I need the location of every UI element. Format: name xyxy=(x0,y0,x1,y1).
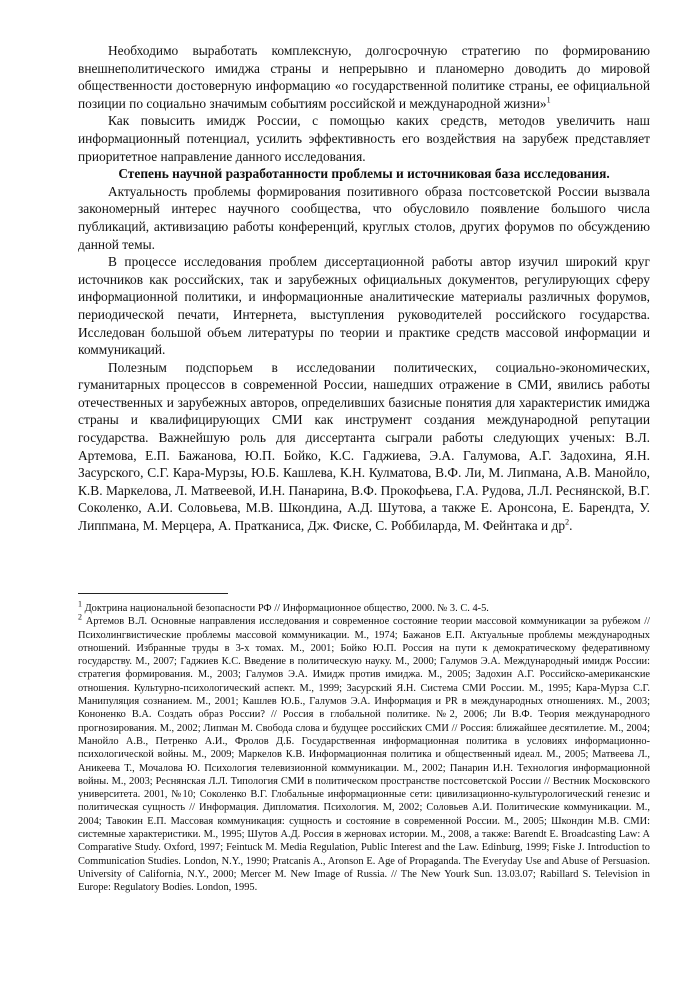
footnote-2-mark: 2 xyxy=(78,612,82,622)
paragraph-strategy-text: Необходимо выработать комплексную, долгосрочную стратегию по формированию внешнеполитического имиджа страны и непрерывно и планомерно доводить до мировой общественности достоверную информацию «о государственной политике страны, ее официальной позиции по социально значимым событиям российской и международной жизни» xyxy=(78,43,650,111)
paragraph-research-aim: Как повысить имидж России, с помощью каких средств, методов увеличить наш информационный потенциал, усилить эффективность его воздействия на зарубеж представляет приоритетное направление данного исследования. xyxy=(78,113,650,164)
footnote-divider xyxy=(78,593,228,594)
footnote-1 xyxy=(78,599,650,615)
paragraph-strategy xyxy=(78,42,650,112)
paragraph-authors-text: Полезным подспорьем в исследовании политических, социально-экономических, гуманитарных процессов в современной России, нашедших отражение в СМИ, явились работы отечественных и зарубежных авторов, определивших базисные понятия для характеристик имиджа страны и квалифицирующих СМИ как инструмент создания международной репутации государства. Важнейшую роль для диссертанта сыграли работы следующих ученых: В.Л. Артемова, Е.П. Бажанова, Ю.П. Бойко, К.С. Гаджиева, Э.А. Галумова, А.Г. Задохина, Я.Н. Засурского, С.Г. Кара-Мурзы, Ю.Б. Кашлева, К.Н. Кулматова, В.Ф. Ли, М. Липмана, А.В. Манойло, К.В. Маркелова, Л. Матвеевой, И.Н. Панарина, В.Ф. Прокофьева, Г.А. Рудова, Л.Л. Реснянской, В.Г. Соколенко, А.И. Соловьева, М.В. Шкондина, А.Д. Шутова, а также Е. Аронсона, Е. Барендта, У. Липпмана, М. Мерцера, А. Пратканиса, Дж. Фиске, С. Роббиларда, М. Фейнтака и др xyxy=(78,359,650,534)
paragraph-relevance: Актуальность проблемы формирования позитивного образа постсоветской России вызвала закономерный интерес научного сообщества, что обусловило появление большого числа публикаций, активизацию работы конференций, круглых столов, других форумов по обсуждению данной темы. xyxy=(78,183,650,252)
section-heading: Степень научной разработанности проблемы и источниковая база исследования. xyxy=(118,166,610,182)
footnote-1-mark: 1 xyxy=(78,599,82,609)
paragraph-authors-end: . xyxy=(569,518,573,534)
footnote-2-text: Артемов В.Л. Основные направления исследования и современное состояние теории массовой коммуникации за рубежом // Психолингвистические проблемы массовой коммуникации. М., 1974; Бажанов Е.П. Актуальные проблемы международных отношений. Избранные труды в 3-х томах. М., 2001; Бойко Ю.П. Россия на пути к демократическому федеративному государству. М., 2007; Гаджиев К.С. Введение в политическую науку. М., 2000; Галумов Э.А. Международный имидж России: стратегия формирования. М., 2003; Галумов Э.А. Имидж против имиджа. М., 2005; Задохин А.Г. Российско-американские отношения. Культурно-психологический аспект. М., 1999; Засурский Я.Н. Система СМИ России. М., 1995; Кара-Мурза С.Г. Манипуляция сознанием. М., 2001; Кашлев Ю.Б., Галумов Э.А. Информация и PR в международных отношениях. М., 2003; Кононенко В.А. Создать образ России? // Россия в глобальной политике. №2, 2006; Ли В.Ф. Теория международного прогнозирования. М., 2002; Липман М. Свобода слова и будущее российских СМИ // Россия: ближайшее десятилетие. М., 2004; Манойло А.В., Петренко А.И., Фролов Д.Б. Государственная информационная политика в условиях информационно-психологической войны. М., 2009; Маркелов К.В. Информационная политика и общественный идеал. М., 2005; Матвеева Л., Аникеева Т., Мочалова Ю. Психология телевизионной коммуникации. М., 2002; Панарин И.Н. Технология информационной войны. М., 2003; Реснянская Л.Л. Типология СМИ в политическом пространстве постсоветской России // Вестник Московского университета. 2001, №10; Соколенко В.Г. Глобальные информационные сети: цивилизационно-культурологический генезис и политическая сущность // Информация. Дипломатия. Психология. М, 2002; Соловьев А.И. Политические коммуникации. М., 2004; Тавокин Е.П. Массовая коммуникация: сущность и состояние в современной России. М., 2005; Шкондин М.В. СМИ: системные характеристики. М., 1995; Шутов А.Д. Россия в жерновах истории. М., 2008, а также: Barendt E. Broadcasting Law: A Comparative Study. Oxford, 1997; Feintuck M. Media Regulation, Public Interest and the Law. Edinburg, 1999; Fiske J. Introduction to Communication Studies. London, N.Y., 1990; Pratcanis A., Aronson E. Age of Propaganda. The Everyday Use and Abuse of Persuasion. University of California, N.Y., 2000; Mercer M. New Image of Russia. // The New Yourk Sun. 13.03.07; Rabillard S. Television in Europe: Regulatory Bodies. London, 1995. xyxy=(78,616,650,894)
footnote-2 xyxy=(78,612,650,894)
paragraph-sources: В процессе исследования проблем диссертационной работы автор изучил широкий круг источников как российских, так и зарубежных официальных документов, регулирующих сферу информационной политики, и информационные аналитические материалы различных форумов, периодической печати, Интернета, выступления руководителей российского государства. Исследован большой объем литературы по теории и практике средств массовой информации и коммуникаций. xyxy=(78,254,650,358)
footnote-1-text: Доктрина национальной безопасности РФ // Информационное общество, 2000. № 3. С. 4-5. xyxy=(82,603,489,614)
footnote-ref-2: 2 xyxy=(565,517,570,527)
footnote-ref-1: 1 xyxy=(546,95,551,105)
paragraph-authors xyxy=(78,359,650,535)
footnotes xyxy=(78,599,650,895)
document-body xyxy=(78,42,650,535)
